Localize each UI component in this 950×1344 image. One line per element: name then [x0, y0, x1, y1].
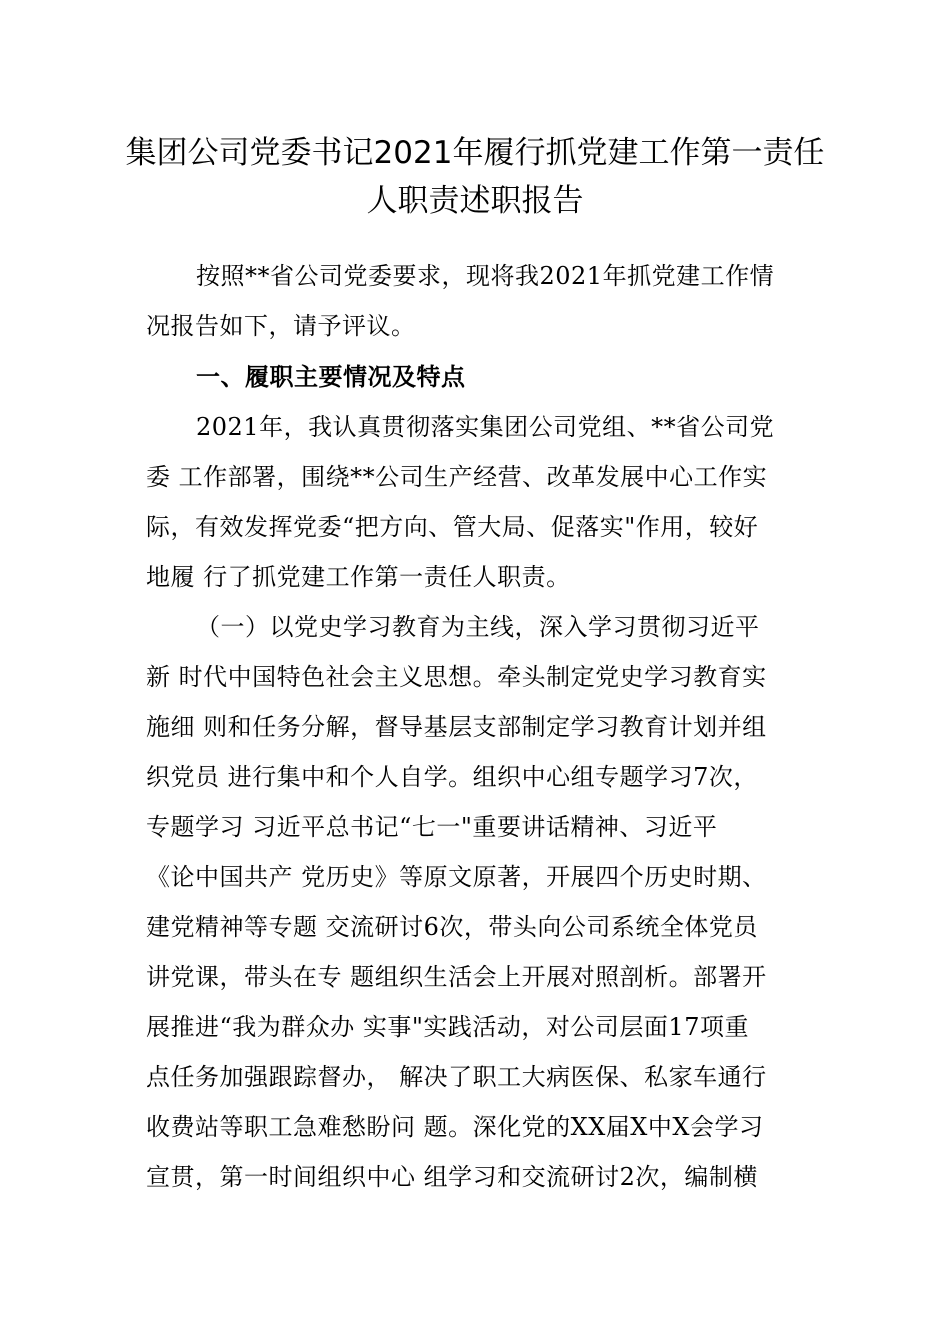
paragraph-line: 展推进“我为群众办 实事"实践活动，对公司层面17项重 — [146, 1013, 749, 1041]
document-title-line-2: 人职责述职报告 — [366, 183, 584, 219]
paragraph-line: 新 时代中国特色社会主义思想。牵头制定党史学习教育实 — [146, 663, 767, 691]
paragraph-line: 按照**省公司党委要求，现将我2021年抓党建工作情 — [196, 262, 775, 290]
paragraph-line: 《论中国共产 党历史》等原文原著，开展四个历史时期、 — [146, 863, 767, 891]
paragraph-line: 织党员 进行集中和个人自学。组织中心组专题学习7次， — [146, 763, 758, 791]
paragraph-line: 宣贯，第一时间组织中心 组学习和交流研讨2次，编制横 — [146, 1163, 758, 1191]
paragraph-line: 2021年，我认真贯彻落实集团公司党组、**省公司党 — [196, 413, 775, 441]
document-title-line-1: 集团公司党委书记2021年履行抓党建工作第一责任 — [125, 135, 825, 171]
paragraph-line: 地履 行了抓党建工作第一责任人职责。 — [146, 563, 571, 591]
paragraph-line: 况报告如下，请予评议。 — [146, 312, 416, 340]
paragraph-line: 讲党课，带头在专 题组织生活会上开展对照剖析。部署开 — [146, 963, 767, 991]
paragraph-line: 施细 则和任务分解，督导基层支部制定学习教育计划并组 — [146, 713, 767, 741]
paragraph-line: 点任务加强跟踪督办， 解决了职工大病医保、私家车通行 — [146, 1063, 767, 1091]
subsection-heading: （一）以党史学习教育为主线，深入学习贯彻习近平 — [196, 613, 760, 641]
paragraph-line: 委 工作部署，围绕**公司生产经营、改革发展中心工作实 — [146, 463, 768, 491]
section-heading: 一、履职主要情况及特点 — [196, 363, 466, 391]
paragraph-line: 专题学习 习近平总书记“七一"重要讲话精神、习近平 — [146, 813, 718, 841]
paragraph-line: 收费站等职工急难愁盼问 题。深化党的XX届X中X会学习 — [146, 1113, 764, 1141]
paragraph-line: 际，有效发挥党委“把方向、管大局、促落实"作用，较好 — [146, 513, 759, 541]
paragraph-line: 建党精神等专题 交流研讨6次，带头向公司系统全体党员 — [146, 913, 758, 941]
